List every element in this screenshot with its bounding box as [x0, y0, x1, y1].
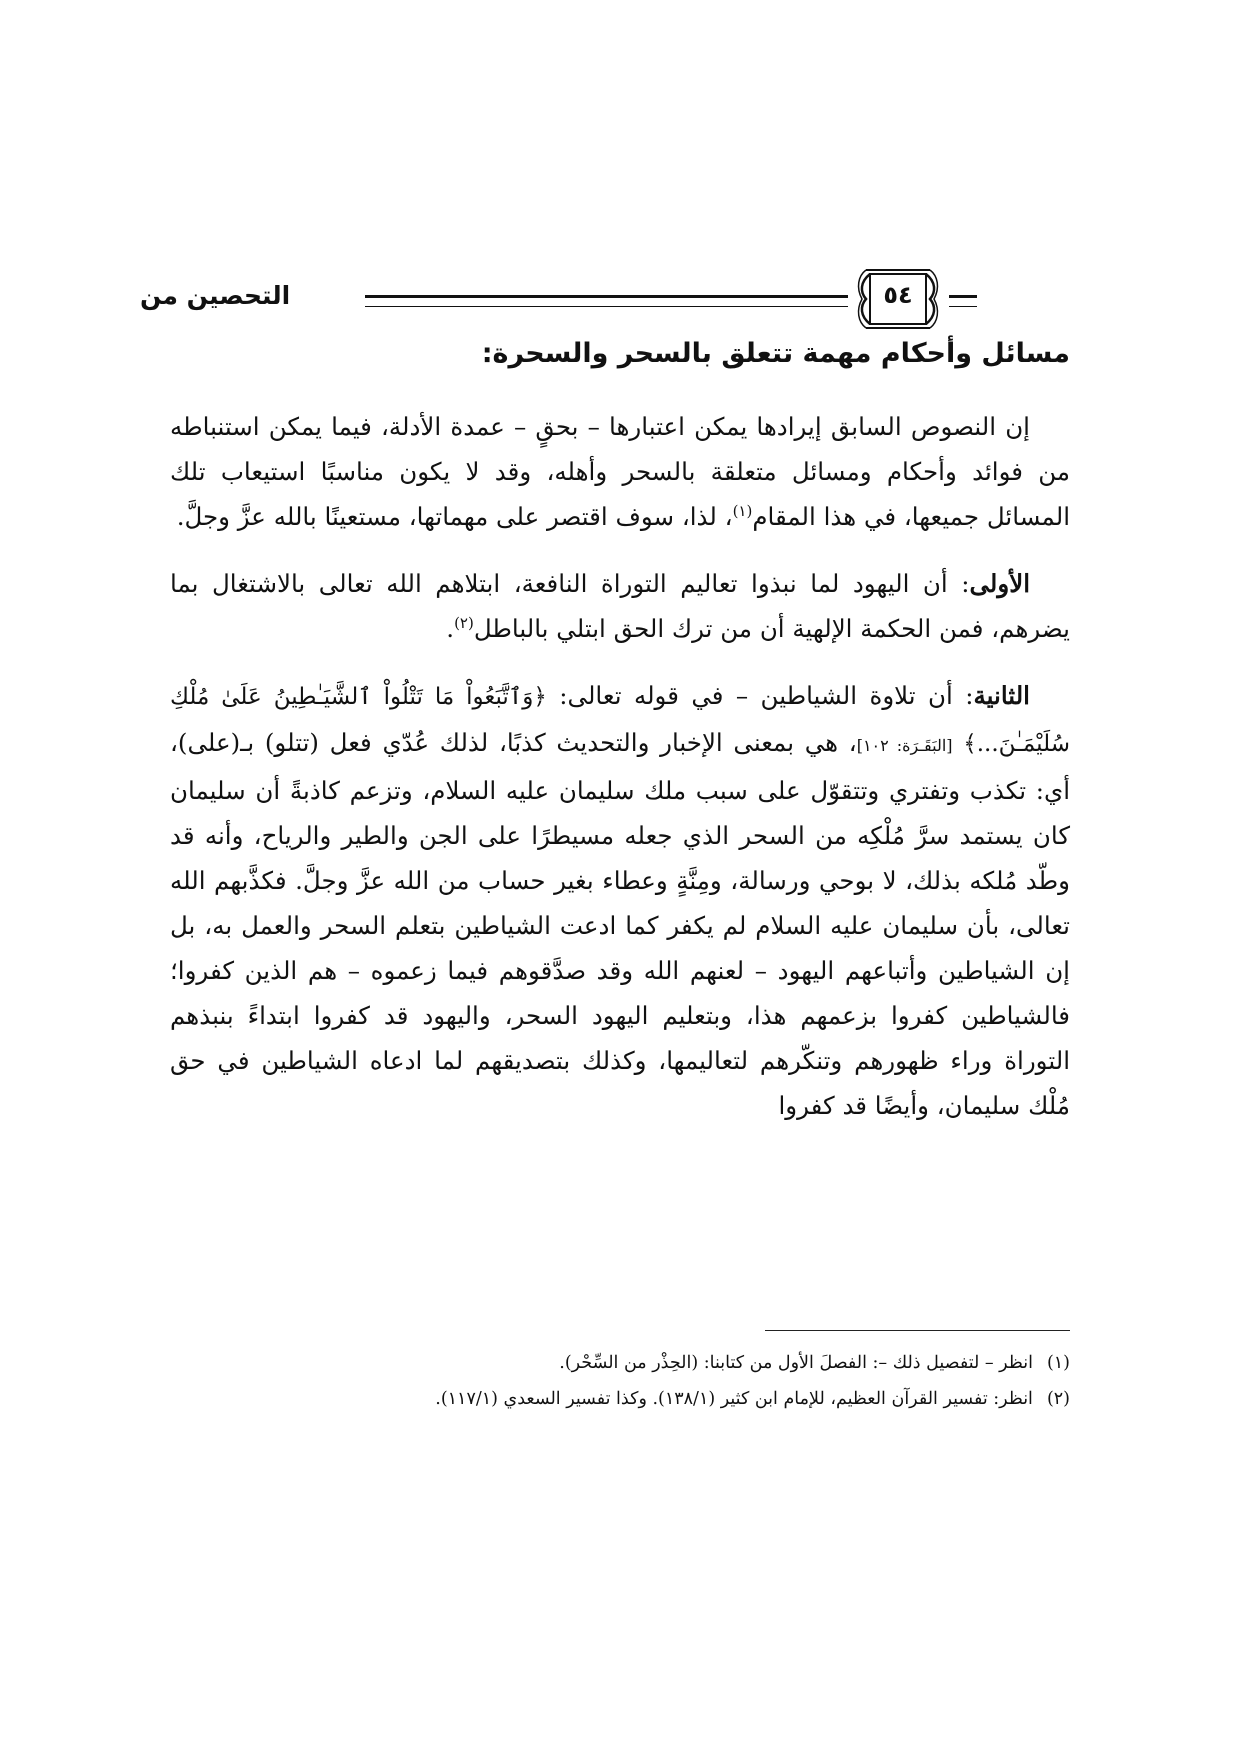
first-point-paragraph: [170, 561, 1070, 651]
header-short-rule: [949, 295, 977, 307]
footnote-ref-2: (٢): [454, 614, 474, 632]
section-heading: مسائل وأحكام مهمة تتعلق بالسحر والسحرة:: [481, 338, 1070, 369]
second-point-text-1: : أن تلاوة الشياطين – في قوله تعالى:: [546, 681, 974, 710]
header-double-rule: [365, 295, 848, 307]
footnote-2: [170, 1381, 1070, 1417]
footnote-separator: [765, 1330, 1070, 1331]
running-book-title: التحصين من: [140, 281, 291, 310]
intro-text-1: إن النصوص السابق إيرادها يمكن اعتبارها – بحقٍ – عمدة الأدلة، فيما يمكن استنباطه من فوائد وأحكام ومسائل متعلقة بالسحر وأهله، وقد لا يكون مناسبًا استيعاب تلك المسائل جميعها، في هذا المقام: [170, 412, 1070, 531]
footnote-ref-1: (١): [732, 502, 753, 520]
page-body: [170, 330, 1070, 1150]
first-point-label: الأولى: [969, 569, 1030, 598]
page-number: ٥٤: [883, 281, 913, 309]
first-point-text-2: .: [446, 614, 455, 643]
footnote-number: (٢): [1046, 1389, 1070, 1409]
verse-reference: [البَقَـرَة: ١٠٢]: [856, 736, 953, 755]
footnotes: [170, 1345, 1070, 1417]
second-point-label: الثانية: [973, 681, 1030, 710]
page-number-ornament: [856, 268, 940, 330]
footnote-text: انظر: تفسير القرآن العظيم، للإمام ابن كثير (١٣٨/١). وكذا تفسير السعدي (١١٧/١).: [435, 1389, 1033, 1409]
footnote-1: [170, 1345, 1070, 1381]
first-point-text-1: : أن اليهود لما نبذوا تعاليم التوراة النافعة، ابتلاهم الله تعالى بالاشتغال بما يضرهم، فمن الحكمة الإلهية أن من ترك الحق ابتلي بالباطل: [170, 569, 1070, 643]
footnote-text: انظر – لتفصيل ذلك –: الفصلَ الأول من كتابنا: (الحِذْر من السِّحْر).: [559, 1353, 1033, 1373]
quran-verse: ﴿وَٱتَّبَعُواْ مَا تَتْلُواْ ٱلشَّيَـٰطِينُ عَلَىٰ مُلْكِ سُلَيْمَـٰنَ...﴾: [170, 684, 1070, 757]
footnote-number: (١): [1046, 1353, 1070, 1373]
intro-paragraph: [170, 404, 1070, 539]
second-point-paragraph: [170, 673, 1070, 1128]
second-point-text-2: ، هي بمعنى الإخبار والتحديث كذبًا، لذلك عُدّي فعل (تتلو) بـ(على)، أي: تكذب وتفتري وتتقوّل على سبب ملك سليمان عليه السلام، وتزعم كاذبةً أن سليمان كان يستمد سرَّ مُلْكِه من السحر الذي جعله مسيطرًا على الجن والطير والرياح، وأنه قد وطّد مُلكه بذلك، لا بوحي ورسالة، ومِنَّةٍ وعطاء بغير حساب من الله عزَّ وجلَّ. فكذَّبهم الله تعالى، بأن سليمان عليه السلام لم يكفر كما ادعت الشياطين بتعلم السحر والعمل به، بل إن الشياطين وأتباعهم اليهود – لعنهم الله وقد صدَّقوهم فيما زعموه – هم الذين كفروا؛ فالشياطين كفروا بزعمهم هذا، وبتعليم اليهود السحر، واليهود قد كفروا ابتداءً بنبذهم التوراة وراء ظهورهم وتنكّرهم لتعاليمها، وكذلك بتصديقهم لما ادعاه الشياطين في حق مُلْك سليمان، وأيضًا قد كفروا: [170, 728, 1070, 1120]
intro-text-2: ، لذا، سوف اقتصر على مهماتها، مستعينًا بالله عزَّ وجلَّ.: [176, 502, 733, 531]
page-header: [140, 265, 1075, 335]
